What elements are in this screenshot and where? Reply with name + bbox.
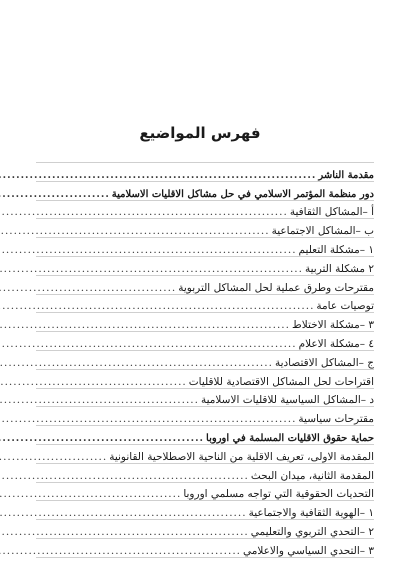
toc-entry bbox=[36, 332, 374, 351]
toc-entry bbox=[36, 370, 374, 389]
toc-entry-title: ج –المشاكل الاقتصادية bbox=[274, 356, 374, 369]
dot-leader bbox=[0, 507, 249, 519]
dot-leader bbox=[0, 170, 318, 181]
dot-leader bbox=[0, 433, 206, 444]
toc-entry-title: ٢ –التحدي التربوي والتعليمي bbox=[250, 525, 374, 538]
toc-entry bbox=[36, 539, 374, 558]
toc-entry-title: ١ –مشكلة التعليم bbox=[298, 243, 374, 256]
dot-leader bbox=[0, 282, 178, 294]
toc-entry-title: مقترحات وطرق عملية لحل المشاكل التربوية bbox=[178, 281, 374, 294]
toc-entry-title: ٣ –مشكلة الاختلاط bbox=[291, 319, 374, 332]
dot-leader bbox=[0, 338, 299, 350]
toc-entry-title: حماية حقوق الاقليات المسلمة في اوروبا bbox=[206, 432, 374, 444]
dot-leader bbox=[0, 470, 251, 482]
toc-entry-title: مقدمة الناشر bbox=[318, 169, 374, 181]
toc-entry-title: د –المشاكل السياسية للاقليات الاسلامية bbox=[200, 394, 374, 407]
toc-entry bbox=[36, 276, 374, 295]
toc-entry-title: اقتراحات لحل المشاكل الاقتصادية للاقليات bbox=[188, 375, 374, 388]
toc-entry bbox=[36, 163, 374, 182]
dot-leader bbox=[0, 413, 298, 425]
toc-entry-title: التحديات الحقوقية التي تواجه مسلمي اوروبا bbox=[183, 488, 374, 501]
dot-leader bbox=[0, 319, 292, 331]
toc-entry bbox=[36, 313, 374, 332]
toc-entry bbox=[36, 501, 374, 520]
toc-entry bbox=[36, 257, 374, 276]
dot-leader bbox=[0, 376, 189, 388]
dot-leader bbox=[0, 189, 112, 200]
toc-entry-title: ٣ –التحدي السياسي والاعلامي bbox=[243, 544, 374, 557]
dot-leader bbox=[0, 263, 305, 275]
dot-leader bbox=[0, 451, 109, 463]
toc-entry-title: ١ –الهوية الثقافية والاجتماعية bbox=[248, 507, 374, 520]
dot-leader bbox=[0, 394, 201, 406]
dot-leader bbox=[0, 244, 299, 256]
toc-entry-title: توصيات عامة bbox=[316, 300, 374, 313]
toc-entry bbox=[36, 483, 374, 502]
dot-leader bbox=[0, 206, 290, 218]
toc-entry-title: دور منظمة المؤتمر الاسلامي في حل مشاكل الاقليات الاسلامية bbox=[111, 188, 374, 200]
toc-entry bbox=[36, 426, 374, 445]
toc-entry-title: ب –المشاكل الاجتماعية bbox=[271, 225, 374, 238]
toc-entry-title: أ –المشاكل الثقافية bbox=[289, 206, 374, 219]
toc-entry bbox=[36, 295, 374, 314]
toc-entry bbox=[36, 445, 374, 464]
toc-entry-title: ٤ –مشكلة الاعلام bbox=[298, 337, 374, 350]
page-title: فهرس المواضيع bbox=[139, 124, 261, 142]
toc-entry-title: مقترحات سياسية bbox=[298, 413, 374, 426]
toc-entry bbox=[36, 219, 374, 238]
toc-entry bbox=[36, 389, 374, 408]
toc-entry-title: ٢ مشكلة التربية bbox=[304, 262, 374, 275]
toc-entry bbox=[36, 407, 374, 426]
toc-entry bbox=[36, 520, 374, 539]
toc-entry bbox=[36, 238, 374, 257]
dot-leader bbox=[0, 526, 251, 538]
dot-leader bbox=[0, 545, 243, 557]
toc-entry bbox=[36, 182, 374, 201]
toc-entry-title: المقدمة الثانية، ميدان البحث bbox=[250, 469, 374, 482]
toc-entry bbox=[36, 464, 374, 483]
toc-entry bbox=[36, 351, 374, 370]
dot-leader bbox=[0, 225, 272, 237]
toc-entry-title: المقدمة الاولى، تعريف الاقلية من الناحية الاصطلاحية القانونية bbox=[109, 450, 374, 463]
toc-entry bbox=[36, 201, 374, 220]
dot-leader bbox=[0, 488, 183, 500]
dot-leader bbox=[0, 357, 275, 369]
dot-leader bbox=[0, 300, 316, 312]
table-of-contents bbox=[36, 163, 374, 558]
